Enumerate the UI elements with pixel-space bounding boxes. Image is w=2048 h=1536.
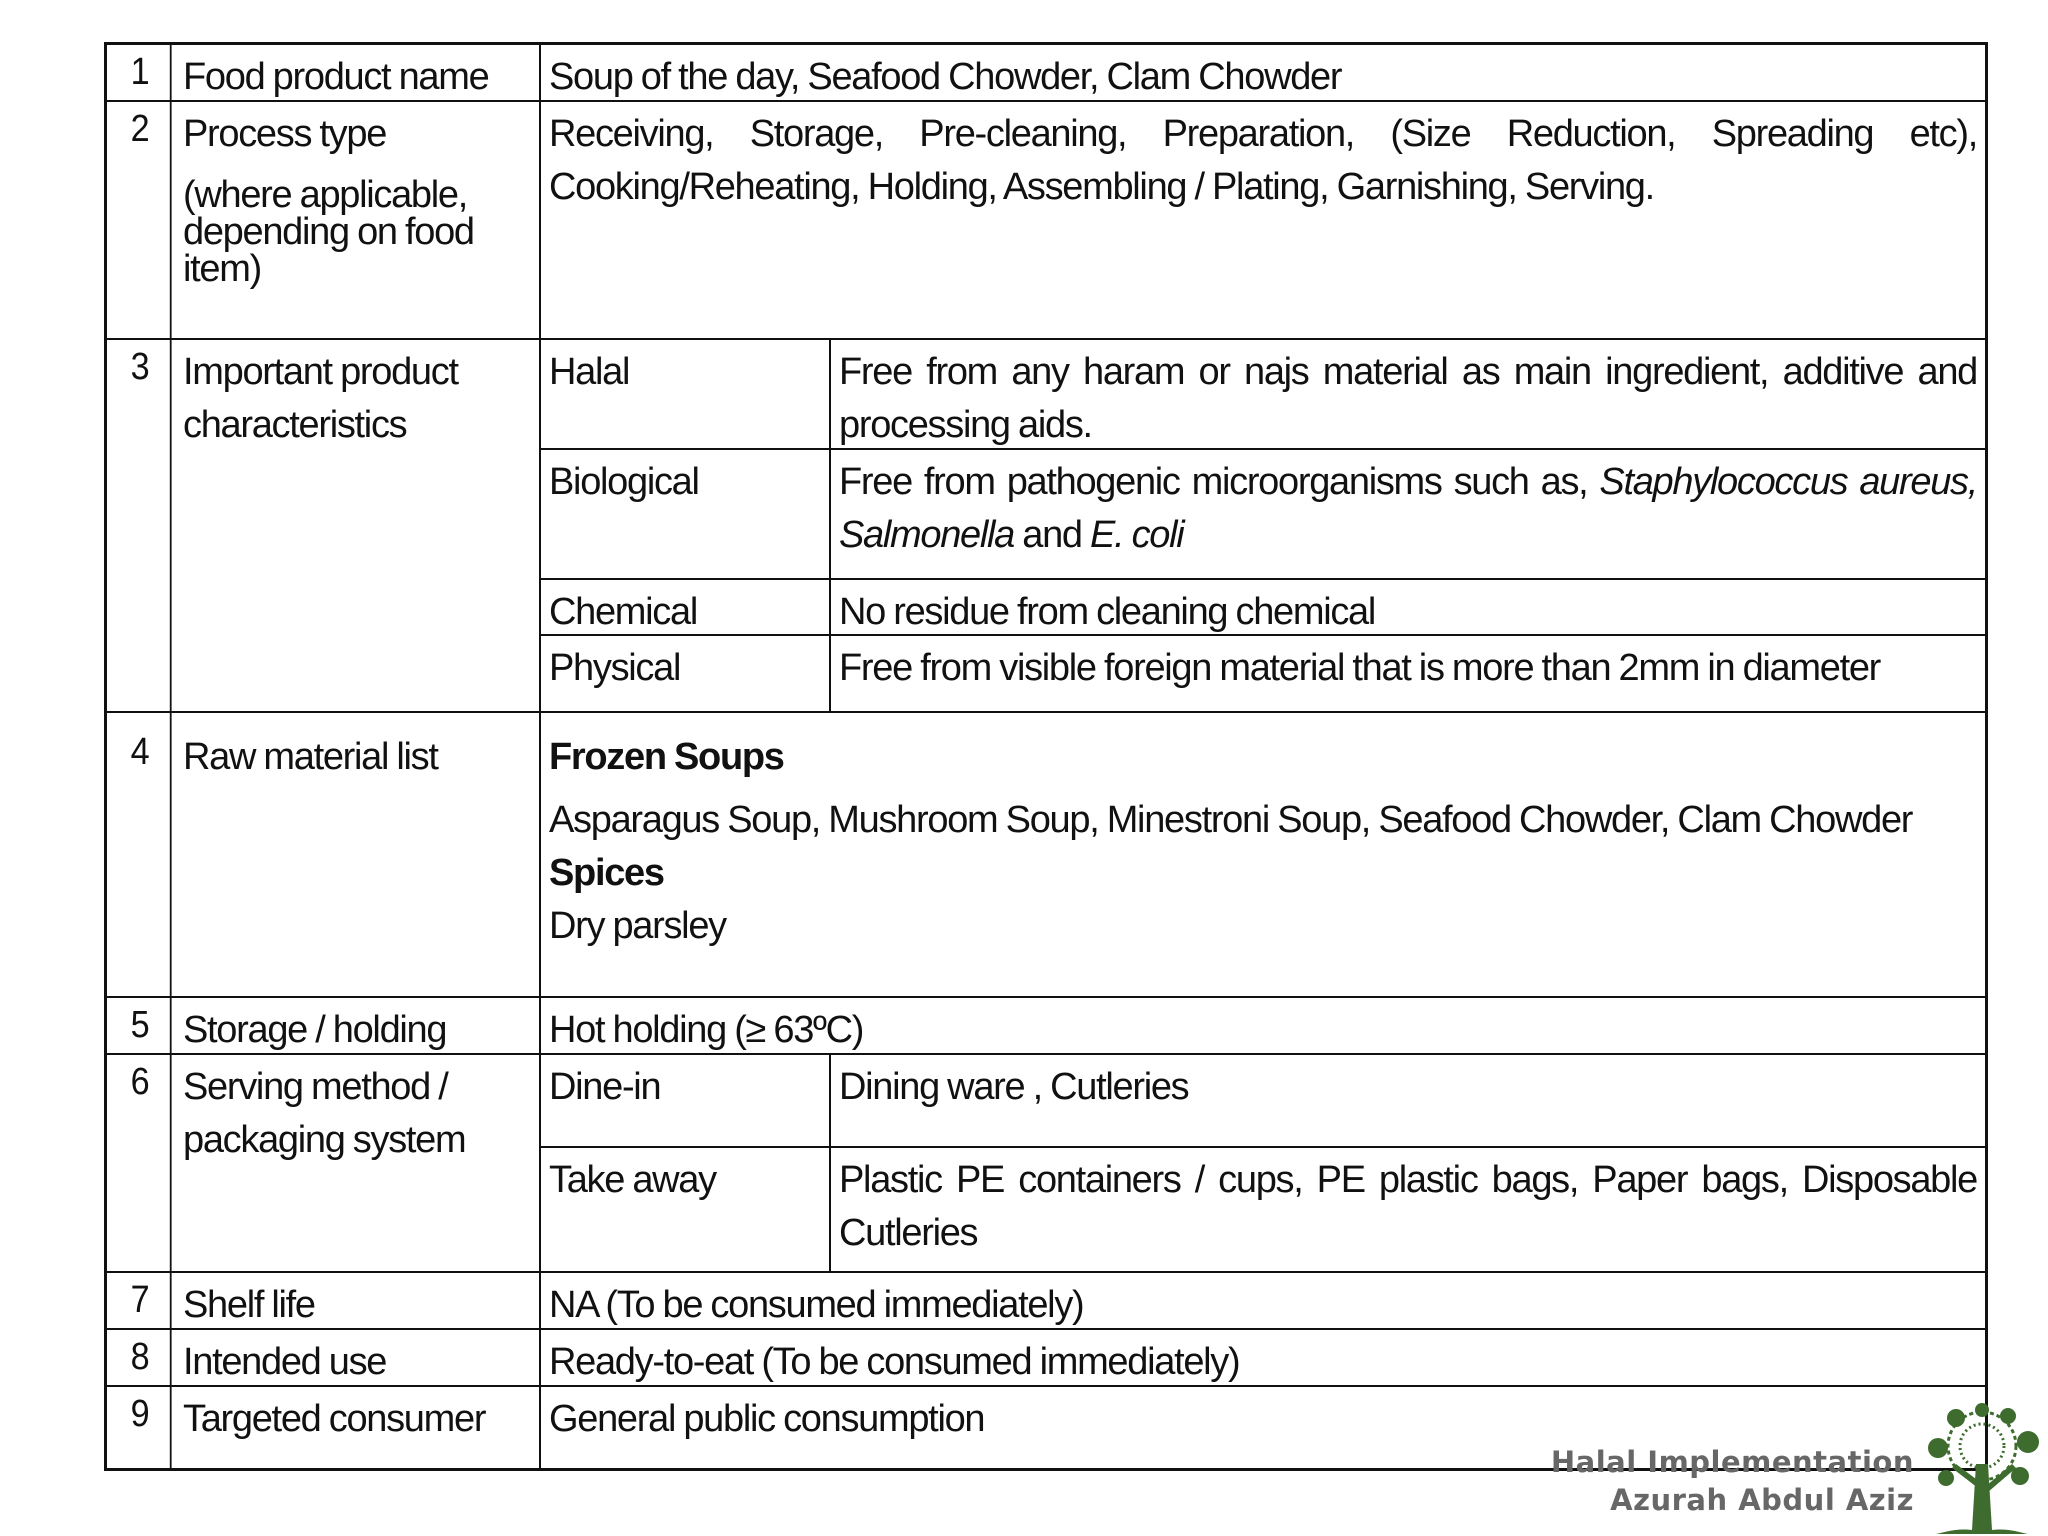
row-label bbox=[175, 102, 541, 338]
row-label-text: Important product characteristics bbox=[183, 351, 458, 446]
sub-key-text: Physical bbox=[549, 647, 681, 689]
row-label bbox=[175, 45, 541, 100]
row-number: 6 bbox=[110, 1055, 171, 1271]
sub-key bbox=[541, 580, 831, 634]
row-number: 1 bbox=[110, 45, 171, 100]
sub-value-text: Plastic PE containers / cups, PE plastic bags, Paper bags, Disposable Cutleries bbox=[839, 1159, 1977, 1254]
row-number: 3 bbox=[110, 340, 171, 711]
table-row bbox=[107, 1271, 1985, 1328]
sub-value bbox=[831, 1148, 1985, 1271]
row-label bbox=[175, 1387, 541, 1468]
row-label-text: Intended use bbox=[183, 1341, 387, 1383]
dine-in-subrow bbox=[541, 1055, 1985, 1146]
sub-key bbox=[541, 340, 831, 448]
row-number: 7 bbox=[110, 1273, 171, 1328]
row-number: 2 bbox=[110, 102, 171, 338]
sub-value bbox=[831, 580, 1985, 634]
sub-key-text: Dine-in bbox=[549, 1066, 661, 1108]
material-heading: Frozen Soups bbox=[549, 736, 784, 778]
row-label-text: Food product name bbox=[183, 56, 489, 98]
serving-subtable bbox=[541, 1055, 1985, 1271]
row-number: 5 bbox=[110, 998, 171, 1053]
row-label-text: Raw material list bbox=[183, 736, 438, 778]
table-row bbox=[107, 1053, 1985, 1271]
row-number: 9 bbox=[110, 1387, 171, 1468]
row-label-text: Storage / holding bbox=[183, 1009, 447, 1051]
sub-key bbox=[541, 1055, 831, 1146]
footer-title: Halal Implementation bbox=[1550, 1445, 1914, 1479]
row-value bbox=[541, 45, 1985, 100]
row-label-text: Serving method / packaging system bbox=[183, 1066, 466, 1161]
material-heading: Spices bbox=[549, 852, 664, 894]
footer-credit bbox=[1551, 1443, 1914, 1519]
footer-author: Azurah Abdul Aziz bbox=[1610, 1483, 1914, 1517]
sub-key-text: Halal bbox=[549, 351, 630, 393]
sub-value-text: Free from any haram or najs material as main ingredient, additive and processing aids. bbox=[839, 351, 1977, 446]
table-row bbox=[107, 100, 1985, 338]
sub-key-text: Take away bbox=[549, 1159, 716, 1201]
row-value-text: General public consumption bbox=[549, 1398, 985, 1440]
row-value bbox=[541, 1273, 1985, 1328]
table-row bbox=[107, 45, 1985, 100]
sub-value-text bbox=[839, 456, 1977, 562]
organism-name: E. coli bbox=[1090, 514, 1184, 556]
organism-name: Salmonella bbox=[839, 514, 1014, 556]
row-label-text: Shelf life bbox=[183, 1284, 315, 1326]
sub-value bbox=[831, 450, 1985, 578]
row-label bbox=[175, 1273, 541, 1328]
row-label bbox=[175, 998, 541, 1053]
row-label-text: Targeted consumer bbox=[183, 1398, 486, 1440]
sub-key bbox=[541, 450, 831, 578]
sub-value-text: Dining ware , Cutleries bbox=[839, 1066, 1189, 1108]
organism-name: Staphylococcus aureus, bbox=[1599, 461, 1977, 503]
row-value bbox=[541, 102, 1985, 338]
sub-value-text: Free from visible foreign material that is more than 2mm in diameter bbox=[839, 647, 1881, 689]
sub-value bbox=[831, 1055, 1985, 1146]
sub-value bbox=[831, 340, 1985, 448]
halal-subrow bbox=[541, 340, 1985, 448]
sub-key-text: Biological bbox=[549, 461, 699, 503]
row-value-text: Ready-to-eat (To be consumed immediately) bbox=[549, 1341, 1240, 1383]
row-value-text: NA (To be consumed immediately) bbox=[549, 1284, 1084, 1326]
row-label bbox=[175, 1330, 541, 1385]
row-value-text: Receiving, Storage, Pre-cleaning, Preparation, (Size Reduction, Spreading etc), Cooking/Reheating, Holding, Assembling / Plating, Garnishing, Serving. bbox=[549, 113, 1977, 208]
physical-subrow bbox=[541, 634, 1985, 711]
row-label bbox=[175, 340, 541, 711]
row-label-note: (where applicable, depending on food item) bbox=[183, 174, 474, 290]
row-value bbox=[541, 1330, 1985, 1385]
row-label bbox=[175, 1055, 541, 1271]
material-text: Asparagus Soup, Mushroom Soup, Minestroni Soup, Seafood Chowder, Clam Chowder bbox=[549, 799, 1913, 841]
row-label bbox=[175, 713, 541, 996]
row-value-text: Soup of the day, Seafood Chowder, Clam Chowder bbox=[549, 56, 1342, 98]
sub-key bbox=[541, 636, 831, 711]
characteristics-subtable bbox=[541, 340, 1985, 711]
table-row bbox=[107, 711, 1985, 996]
row-value-text: Hot holding (≥ 63ºC) bbox=[549, 1009, 864, 1051]
conjunction: and bbox=[1022, 514, 1082, 556]
table-row bbox=[107, 1328, 1985, 1385]
row-label-text: Process type bbox=[183, 113, 387, 155]
sub-value-text: No residue from cleaning chemical bbox=[839, 591, 1376, 633]
table-row bbox=[107, 338, 1985, 711]
row-number: 4 bbox=[110, 713, 171, 996]
sub-key bbox=[541, 1148, 831, 1271]
take-away-subrow bbox=[541, 1146, 1985, 1271]
biological-prefix: Free from pathogenic microorganisms such as, bbox=[839, 461, 1588, 503]
sub-value bbox=[831, 636, 1985, 711]
row-value bbox=[541, 998, 1985, 1053]
chemical-subrow bbox=[541, 578, 1985, 634]
product-description-table bbox=[104, 42, 1988, 1471]
row-number: 8 bbox=[110, 1330, 171, 1385]
tree-logo-icon bbox=[1916, 1398, 2048, 1536]
biological-subrow bbox=[541, 448, 1985, 578]
table-row bbox=[107, 996, 1985, 1053]
material-text: Dry parsley bbox=[549, 905, 726, 947]
sub-key-text: Chemical bbox=[549, 591, 697, 633]
row-value bbox=[541, 713, 1985, 996]
